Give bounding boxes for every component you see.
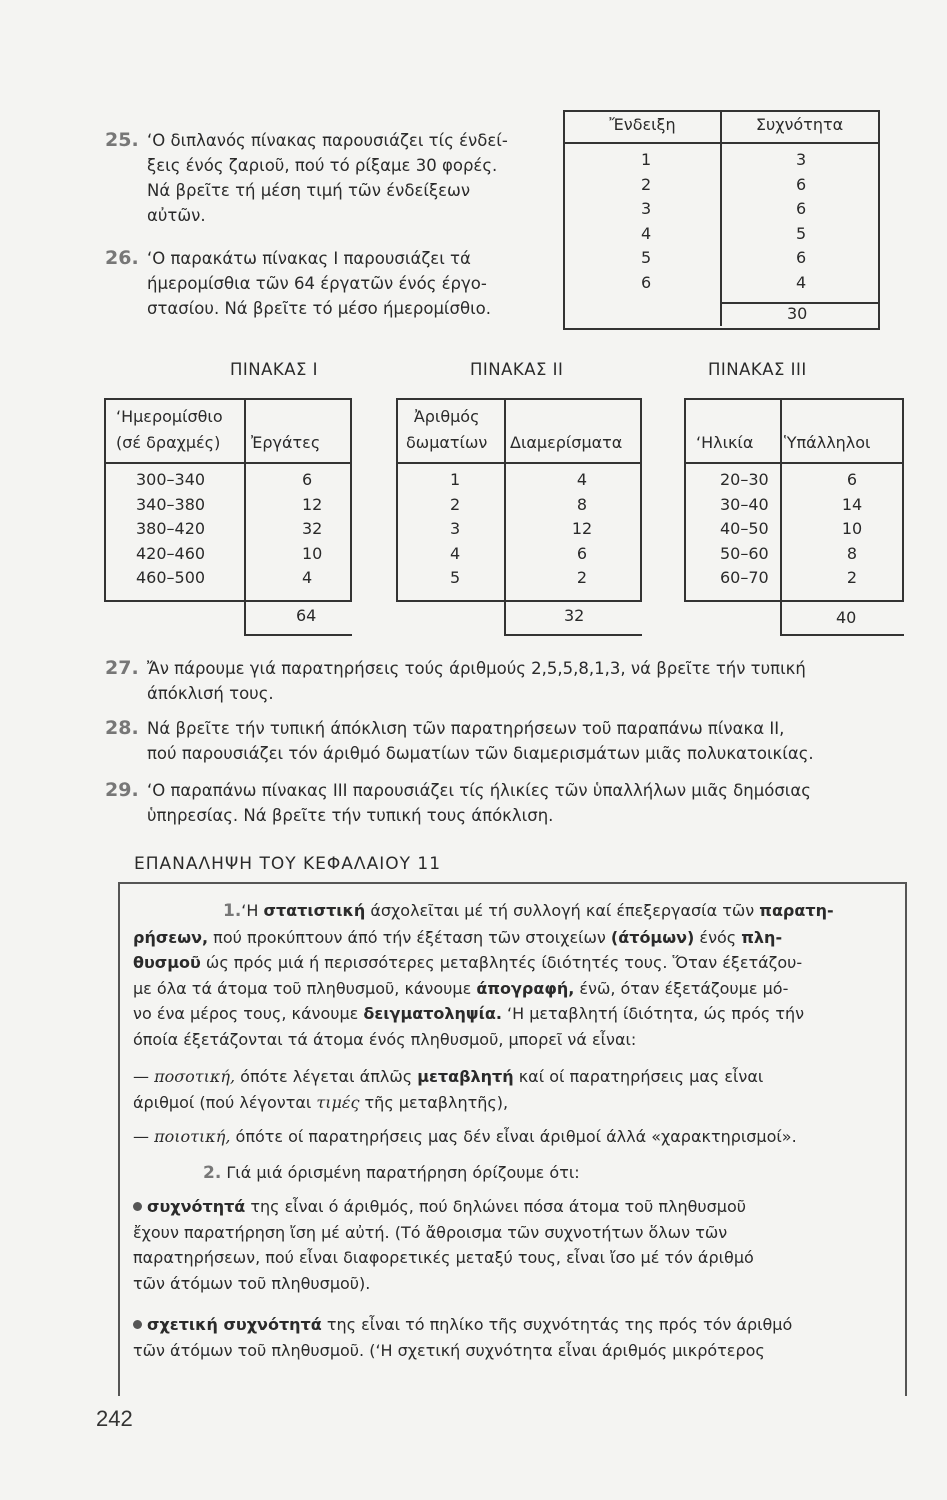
exercise-line: ‘Ο διπλανός πίνακας παρουσιάζει τίς ένδεί- [147,131,508,150]
cell: 4 [302,568,313,587]
header-age: ‘Ηλικία [696,433,754,452]
text: καί οί παρατηρήσεις μας εἶναι [513,1067,764,1086]
term-population: θυσμοῦ [133,953,201,972]
exercise-line: ξεις ένός ζαριοῦ, πού τό ρίξαμε 30 φορές. [147,156,498,175]
table-3 [684,398,904,627]
cell: 460–500 [136,568,206,587]
exercise-number: 29. [105,779,139,801]
cell: 380–420 [136,519,206,538]
cell: 2 [450,494,461,514]
cell: 5 [796,223,807,243]
cell: 20–30 [720,470,769,489]
cell: 6 [302,470,313,489]
cell: 300–340 [136,470,206,489]
page-number: 242 [96,1406,133,1431]
cell: 6 [796,199,807,218]
cell: 50–60 [720,543,769,563]
exercise-line: πού παρουσιάζει τόν άριθμό δωματίων τῶν διαμερισμάτων μιᾶς πολυκατοικίας. [147,744,814,763]
exercise-line: άπόκλισή τους. [147,684,274,703]
text: όποία έξετάζονται τά άτομα ένός πληθυσμοῦ, μπορεῖ νά εἶναι: [133,1029,637,1049]
header-apartments: Διαμερίσματα [510,433,623,452]
indications-column [641,148,651,295]
cell: 40–50 [720,519,769,538]
term-qualitative: ποιοτική, [154,1127,231,1146]
dash: — [133,1067,155,1086]
term-observations: ρήσεων, [133,927,209,947]
text: τῆς μεταβλητῆς), [359,1092,509,1112]
table-1-total: 64 [296,606,317,625]
header-workers: Ἐργάτες [251,433,321,452]
cell: 6 [796,174,807,194]
text: της εἶναι ό άριθμός, πού δηλώνει πόσα άτομα τοῦ πληθυσμοῦ [245,1197,747,1216]
text: νο ένα μέρος τους, κάνουμε [133,1004,364,1023]
table-2 [396,398,642,625]
text: ‘Η μεταβλητή ίδιότητα, ώς πρός τήν [501,1004,805,1023]
header-indication: Ἔνδειξη [609,115,676,134]
table-3-total: 40 [836,608,857,627]
text: άσχολεῖται μέ τή συλλογή καί έπεξεργασία τῶν [365,901,760,920]
exercise-line: Ἄν πάρουμε γιά παρατηρήσεις τούς άριθμούς 2,5,5,8,1,3, νά βρεῖτε τήν τυπική [147,659,806,678]
cell: 30–40 [720,494,769,514]
cell: 3 [450,519,461,538]
text: τῶν άτόμων τοῦ πληθυσμοῦ). [133,1273,371,1293]
text: τῶν άτόμων τοῦ πληθυσμοῦ. (‘Η σχετική συχνότητα εἶναι άριθμός μικρότερος [133,1340,765,1360]
paragraph-number: 2. [203,1163,222,1183]
cell: 6 [641,272,652,292]
ages-column [720,468,769,591]
apartments-column [570,468,594,591]
cell: 12 [302,494,323,514]
table-2-total: 32 [564,606,585,625]
header-line: (σέ δραχμές) [116,433,221,452]
cell: 10 [841,519,863,538]
cell: 3 [641,199,652,218]
text: ένῶ, όταν έξετάζουμε μό- [574,978,789,998]
header-line: Ἀριθμός [413,407,480,426]
cell: 5 [641,248,652,267]
text: της εἶναι τό πηλίκο τῆς συχνότητάς της πρός τόν άριθμό [321,1315,793,1334]
text: ένός [694,927,742,947]
term-observations: παρατη- [759,901,834,920]
term-frequency: συχνότητά [147,1197,246,1216]
exercise-number: 26. [105,247,139,269]
employees-column [838,468,866,591]
header-wage [116,404,223,456]
cell: 420–460 [136,543,206,563]
text: πού προκύπτουν άπό τήν έξέταση τῶν στοιχείων [208,927,611,947]
caption-table-2: ΠΙΝΑΚΑΣ ΙΙ [470,360,564,379]
cell: 60–70 [720,568,769,587]
exercise-line: ‘Ο παραπάνω πίνακας ΙΙΙ παρουσιάζει τίς ήλικίες τῶν ὑπαλλήλων μιᾶς δημόσιας [147,781,811,800]
term-relative-frequency: σχετική συχνότητά [147,1315,322,1334]
exercise-line: αὐτῶν. [147,206,206,225]
caption-table-3: ΠΙΝΑΚΑΣ ΙΙΙ [708,360,807,379]
caption-table-1: ΠΙΝΑΚΑΣ Ι [230,360,319,379]
cell: 2 [641,174,652,194]
review-bullet-1 [133,1194,873,1296]
cell: 4 [576,470,588,489]
cell: 14 [841,494,863,514]
review-dash-1 [133,1064,873,1115]
term-sampling: δειγματοληψία. [363,1004,502,1023]
cell: 8 [576,494,588,514]
cell: 12 [571,519,593,538]
dash: — [133,1127,155,1146]
cell: 4 [450,543,461,563]
text: παρατηρήσεων, πού εἶναι διαφορετικές μεταξύ τους, εἶναι ἴσο μέ τόν άριθμό [133,1248,754,1267]
paragraph-number: 1. [223,901,242,921]
term-statistics: στατιστική [263,901,366,920]
exercise-line: Νά βρεῖτε τήν τυπική άπόκλιση τῶν παρατηρήσεων τοῦ παραπάνω πίνακα ΙΙ, [147,719,785,738]
cell: 1 [450,470,461,489]
dice-table [563,110,880,330]
text: όπότε οί παρατηρήσεις μας δέν εἶναι άριθμοί άλλά «χαρακτηρισμοί». [230,1127,797,1146]
bullet-icon [133,1202,142,1211]
wages-column [136,468,205,591]
cell: 4 [796,272,807,292]
cell: 2 [846,568,858,587]
cell: 6 [846,470,858,489]
text: με όλα τά άτομα τοῦ πληθυσμοῦ, κάνουμε [133,978,477,998]
exercise-number: 28. [105,717,139,739]
rooms-column [450,468,460,591]
frequencies-column [796,148,806,295]
cell: 32 [302,519,323,538]
exercise-line: ὑπηρεσίας. Νά βρεῖτε τήν τυπική τους άπόκλιση. [147,806,554,825]
workers-column [302,468,322,591]
text: Γιά μιά όρισμένη παρατήρηση όρίζουμε ότι: [226,1163,580,1182]
table-1 [104,398,352,625]
section-title: ΕΠΑΝΑΛΗΨΗ ΤΟΥ ΚΕΦΑΛΑΙΟΥ 11 [134,854,442,874]
exercise-line: ήμερομίσθια τῶν 64 έργατῶν ένός έργο- [147,274,487,293]
cell: 10 [302,543,323,563]
cell: 340–380 [136,494,206,514]
dice-total: 30 [787,304,808,323]
text: όπότε λέγεται άπλῶς [235,1067,418,1086]
exercise-number: 25. [105,129,139,151]
term-population: πλη- [741,927,783,947]
header-line: δωματίων [406,433,488,452]
exercise-line: στασίου. Νά βρεῖτε τό μέσο ήμερομίσθιο. [147,299,491,318]
review-dash-2 [133,1124,873,1150]
exercise-line: ‘Ο παρακάτω πίνακας Ι παρουσιάζει τά [147,249,471,268]
exercise-number: 27. [105,657,139,679]
cell: 8 [846,543,858,563]
review-paragraph-1 [133,898,873,1052]
header-frequency: Συχνότητα [755,115,844,134]
cell: 6 [576,543,588,563]
text: ἔχουν παρατήρηση ἴση μέ αὐτή. (Τό ἄθροισμα τῶν συχνοτήτων ὅλων τῶν [133,1222,728,1242]
header-employees: Ὑπάλληλοι [784,433,871,452]
review-bullet-2 [133,1312,873,1363]
review-paragraph-2 [133,1160,873,1187]
text: ώς πρός μιά ή περισσότερες μεταβλητές ίδιότητές τους. Ὅταν έξετάζου- [200,953,803,972]
header-rooms [406,404,487,456]
term-census: άπογραφή, [476,978,575,998]
term-quantitative: ποσοτική, [154,1067,236,1086]
cell: 6 [796,248,807,267]
header-line: ‘Ημερομίσθιο [116,407,223,426]
text: άριθμοί (πού λέγονται [133,1092,317,1112]
exercise-line: Νά βρεῖτε τή μέση τιμή τῶν ένδείξεων [147,181,471,200]
cell: 5 [450,568,461,587]
cell: 3 [796,150,807,169]
text: ‘Η [241,901,264,920]
cell: 2 [576,568,588,587]
term-variable: μεταβλητή [417,1067,514,1086]
term-values: τιμές [316,1092,360,1112]
cell: 1 [641,150,652,169]
cell: 4 [641,223,652,243]
term-individuals: (άτόμων) [610,927,695,947]
bullet-icon [133,1320,142,1329]
